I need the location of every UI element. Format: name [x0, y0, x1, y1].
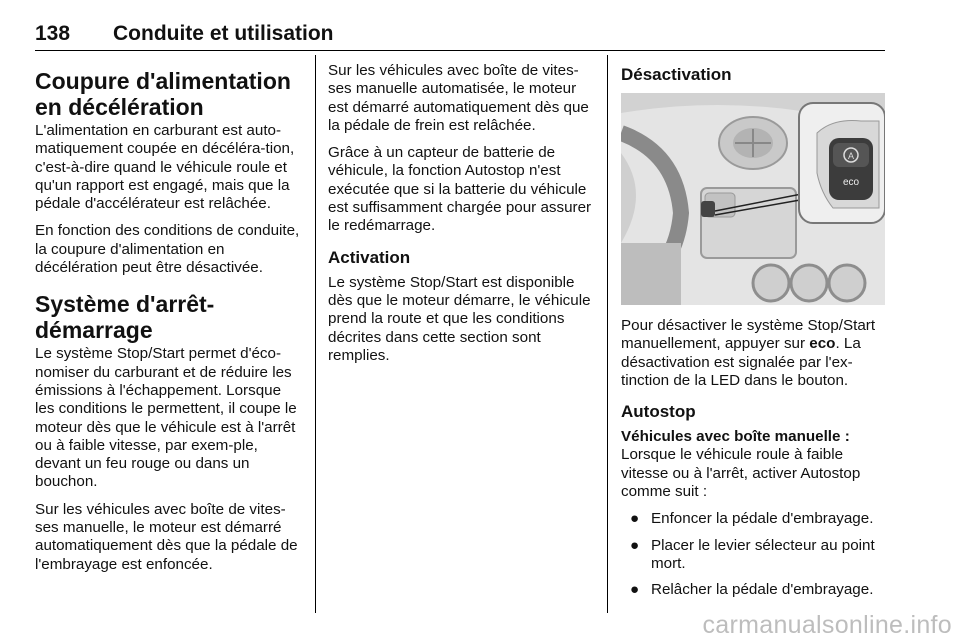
paragraph-automated-gearbox: Sur les véhicules avec boîte de vites-ses manuelle automatisée, le moteur est démarré automatiquement dès que la pédale de frein est relâchée.	[328, 62, 589, 134]
autostop-steps-list	[621, 510, 887, 599]
paragraph-activation: Le système Stop/Start est disponible dès que le moteur démarre, le véhicule prend la route et que les conditions décrites dans cette section sont remplies.	[328, 273, 591, 364]
heading-stop-start-system: Système d'arrêt-démarrage	[35, 291, 215, 344]
eco-keyword: eco	[809, 335, 836, 353]
dashboard-illustration	[621, 93, 885, 305]
column-2	[328, 62, 594, 374]
step-text: Enfoncer la pédale d'embrayage.	[651, 510, 874, 528]
dashboard-eco-button-figure	[621, 93, 885, 305]
column-divider-1	[315, 55, 316, 613]
paragraph-manual-gearbox: Sur les véhicules avec boîte de vites-ses manuelle, le moteur est démarré automatiquement dès que la pédale de l'embrayage est enfoncée.	[35, 500, 298, 573]
watermark: carmanualsonline.info	[702, 611, 952, 639]
page-header	[35, 22, 885, 48]
deactivation-text-end: . La désactivation est signalée par l'ex-tinction de la LED dans le bouton.	[621, 335, 861, 389]
bullet-icon: ●	[630, 536, 640, 554]
svg-text:A: A	[847, 151, 855, 161]
heading-fuel-cut: Coupure d'alimentation en décélération	[35, 68, 291, 120]
heading-manual-gearbox-vehicles: Véhicules avec boîte manuelle :	[621, 428, 850, 446]
list-item	[621, 581, 887, 599]
paragraph-deactivation	[621, 317, 887, 390]
list-item	[621, 510, 887, 528]
bullet-icon: ●	[630, 510, 640, 528]
list-item	[621, 537, 887, 574]
running-title: Conduite et utilisation	[113, 22, 334, 45]
step-text: Placer le levier sélecteur au point mort.	[651, 536, 875, 572]
paragraph-autostop-intro: Lorsque le véhicule roule à faible vitesse ou à l'arrêt, activer Autostop comme suit :	[621, 446, 861, 501]
paragraph-stop-start-intro: Le système Stop/Start permet d'éco-nomiser du carburant et de réduire les émissions à l'échappement. Lorsque les conditions le permettent, il coupe le moteur dès que le véhicule est à l'arrêt ou à faible vitesse, par exem-ple, devant un feu rouge ou dans un bouchon.	[35, 345, 297, 491]
column-1	[35, 62, 301, 583]
column-3	[621, 62, 887, 608]
column-divider-2	[607, 55, 608, 613]
paragraph-fuel-cut-1: L'alimentation en carburant est auto-matiquement coupée en décéléra-tion, c'est-à-dire quand le véhicule roule et qu'un rapport est engagé, mais que la pédale d'accélérateur est relâchée.	[35, 122, 295, 213]
heading-autostop: Autostop	[621, 402, 696, 422]
bullet-icon: ●	[630, 581, 640, 599]
heading-deactivation: Désactivation	[621, 65, 732, 84]
step-text: Relâcher la pédale d'embrayage.	[651, 581, 874, 599]
eco-button-label: eco	[842, 177, 860, 188]
header-divider	[35, 50, 885, 51]
paragraph-fuel-cut-2: En fonction des conditions de conduite, la coupure d'alimentation en décélération peut être désactivée.	[35, 222, 300, 277]
deactivation-text-start: Pour désactiver le système Stop/Start manuellement, appuyer sur	[621, 317, 876, 353]
heading-activation: Activation	[328, 247, 411, 267]
page-number: 138	[35, 22, 71, 45]
paragraph-battery-sensor: Grâce à un capteur de batterie de véhicule, la fonction Autostop n'est exécutée que si la batterie du véhicule est suffisamment chargée pour assurer le redémarrage.	[328, 144, 592, 235]
